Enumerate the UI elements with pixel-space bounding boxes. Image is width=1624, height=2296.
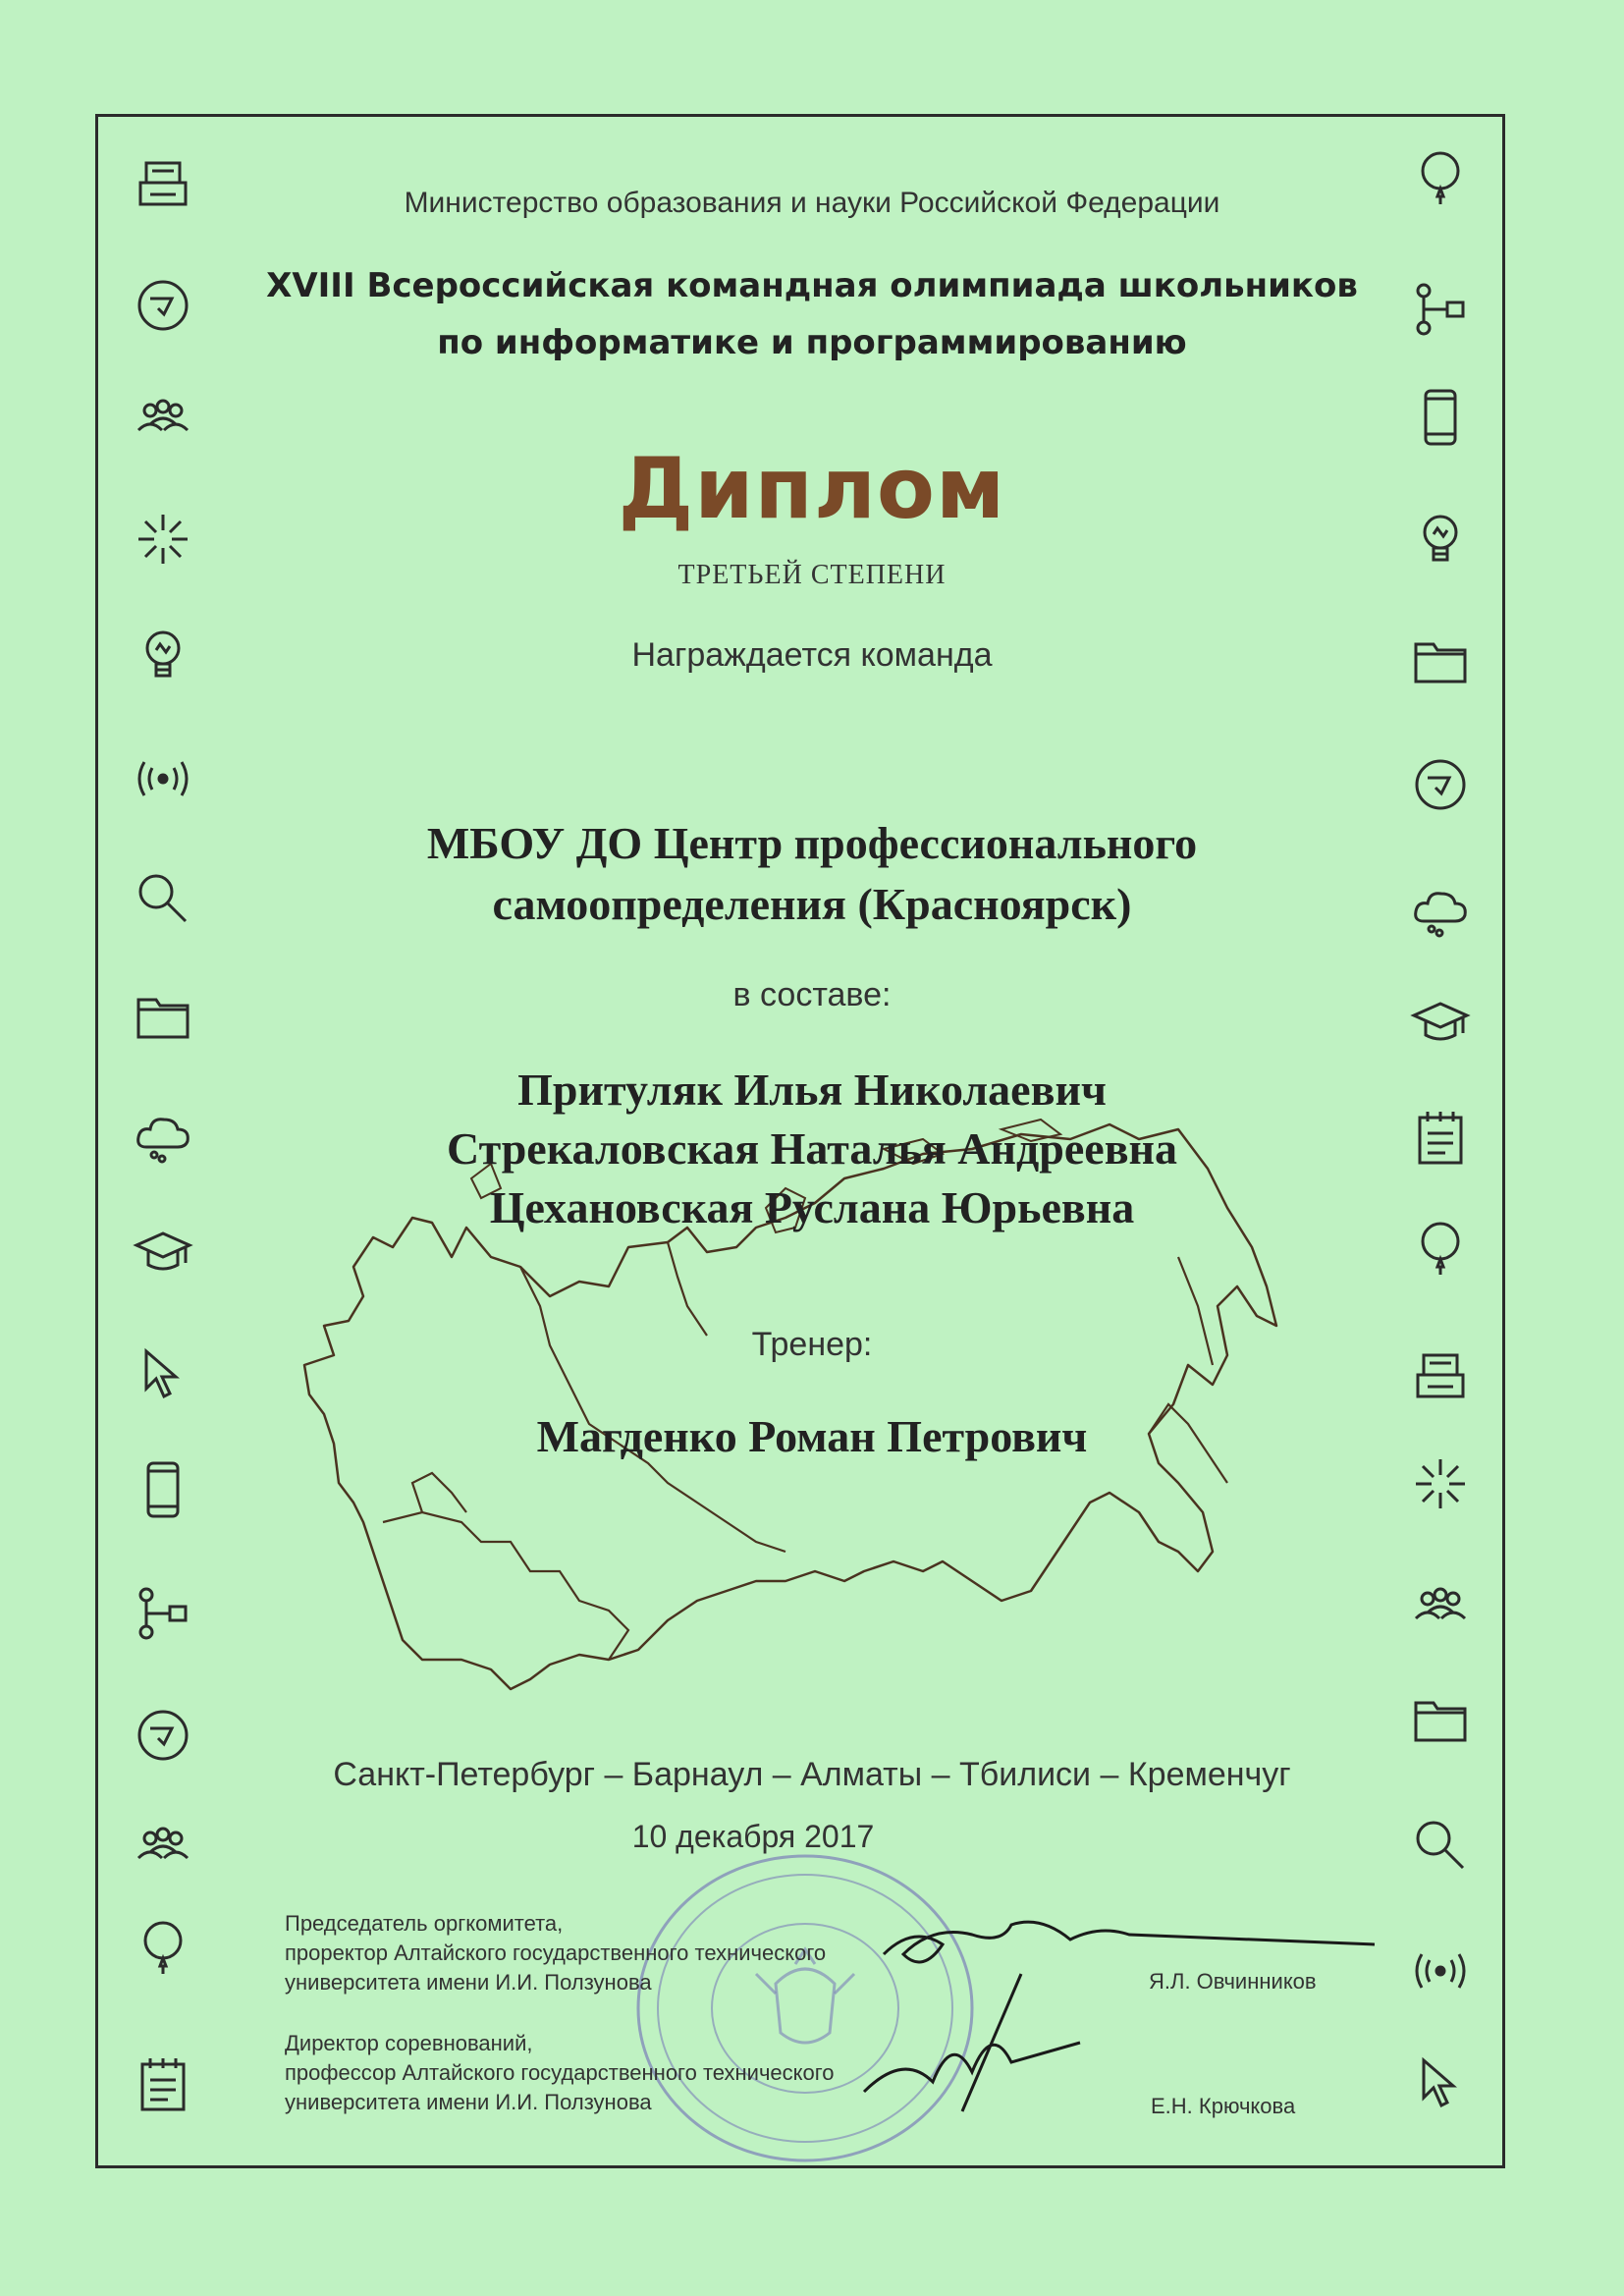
member-name: Притуляк Илья Николаевич [517, 1065, 1107, 1115]
member-name: Стрекаловская Наталья Андреевна [446, 1123, 1178, 1174]
balloon-icon [133, 1917, 193, 1978]
signer-position: Директор соревнований, [285, 2031, 533, 2055]
olympiad-title [0, 257, 1624, 371]
signal-icon [1410, 1941, 1471, 2001]
team-name [0, 813, 1624, 935]
awarded-label: Награждается команда [631, 636, 993, 674]
olympiad-title-line1: XVIII Всероссийская командная олимпиада школьников [266, 266, 1358, 305]
member-list [0, 1061, 1624, 1237]
folder-icon [1410, 1689, 1471, 1750]
olympiad-title-line2: по информатике и программированию [437, 323, 1187, 362]
phone-icon [1410, 387, 1471, 448]
signer-position: проректор Алтайского государственного технического [285, 1941, 827, 1965]
signature-block [285, 1909, 826, 1997]
diploma-degree: ТРЕТЬЕЙ СТЕПЕНИ [677, 560, 947, 590]
signal-icon [133, 748, 193, 809]
award-date: 10 декабря 2017 [631, 1819, 875, 1854]
diploma-title: Диплом [618, 440, 1006, 538]
team-icon [133, 387, 193, 448]
signer-name: Я.Л. Овчинников [1149, 1969, 1317, 1994]
signer-position: университета имени И.И. Ползунова [285, 2090, 652, 2114]
coach-name: Магденко Роман Петрович [536, 1411, 1088, 1461]
signer-position: Председатель оргкомитета, [285, 1911, 564, 1936]
network-icon [133, 1583, 193, 1644]
coach-label: Тренер: [751, 1326, 873, 1363]
ministry-heading: Министерство образования и науки Российской Федерации [404, 187, 1220, 219]
consist-label: в составе: [732, 976, 892, 1013]
team-icon [1410, 1575, 1471, 1636]
signature-block [285, 2029, 835, 2117]
host-cities: Санкт-Петербург – Барнаул – Алматы – Тбилиси – Кременчуг [333, 1756, 1291, 1793]
phone-icon [133, 1459, 193, 1520]
burst-icon [1410, 1453, 1471, 1514]
handwritten-signatures [844, 1886, 1394, 2141]
signer-position: профессор Алтайского государственного технического [285, 2060, 835, 2085]
signer-name: Е.Н. Крючкова [1151, 2094, 1296, 2118]
signer-position: университета имени И.И. Ползунова [285, 1970, 652, 1995]
team-name-line1: МБОУ ДО Центр профессионального [426, 818, 1198, 868]
member-name: Цехановская Руслана Юрьевна [489, 1182, 1135, 1232]
cursor-icon [1410, 2052, 1471, 2113]
chat-pen-icon [1410, 754, 1471, 815]
team-name-line2: самоопределения (Красноярск) [492, 879, 1132, 929]
notepad-icon [133, 2054, 193, 2115]
